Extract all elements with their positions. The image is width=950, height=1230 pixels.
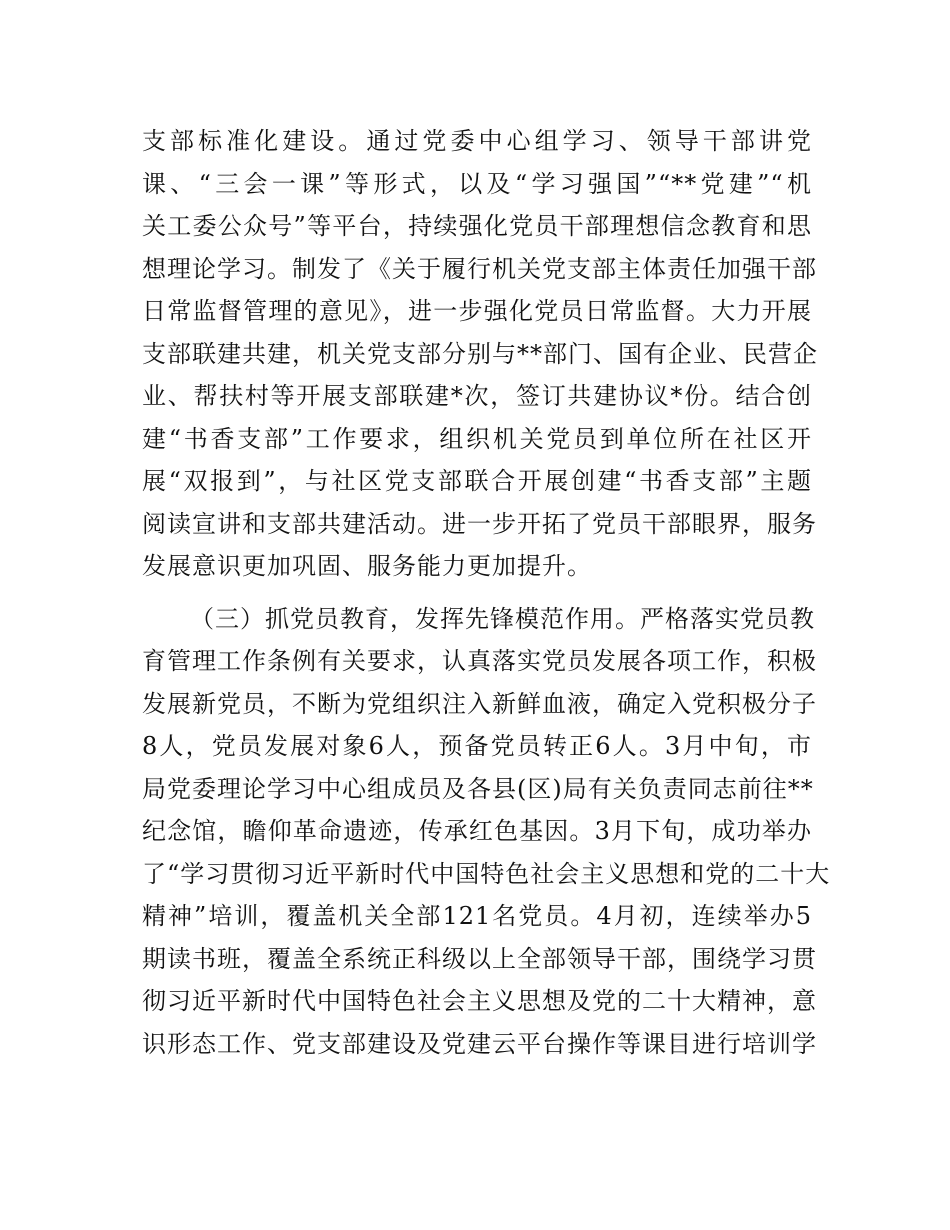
document-body: [142, 120, 831, 1065]
text-line: 想理论学习。制发了《关于履行机关党支部主体责任加强干部: [142, 254, 817, 283]
text-line: 育管理工作条例有关要求，认真落实党员发展各项工作，积极: [142, 647, 817, 675]
text-line: 局党委理论学习中心组成员及各县(区)局有关负责同志前往**: [142, 774, 814, 803]
text-line: 阅读宣讲和支部共建活动。进一步开拓了党员干部眼界，服务: [142, 509, 817, 538]
text-line: 展“双报到”，与社区党支部联合开展创建“书香支部”主题: [142, 467, 812, 495]
text-line: 8人，党员发展对象6人，预备党员转正6人。3月中旬，市: [142, 732, 812, 760]
text-line: 业、帮扶村等开展支部联建*次，签订共建协议*份。结合创: [142, 382, 812, 410]
text-line: 日常监督管理的意见》，进一步强化党员日常监督。大力开展: [142, 297, 812, 325]
text-line: 识形态工作、党支部建设及党建云平台操作等课目进行培训学: [142, 1029, 817, 1058]
text-line: （三）抓党员教育，发挥先锋模范作用。严格落实党员教: [190, 604, 815, 633]
text-line: 关工委公众号”等平台，持续强化党员干部理想信念教育和思: [142, 212, 812, 240]
text-line: 支部标准化建设。通过党委中心组学习、领导干部讲党: [142, 127, 812, 155]
paragraph-gap: [142, 588, 812, 598]
text-line: 精神”培训，覆盖机关全部121名党员。4月初，连续举办5: [142, 902, 812, 930]
text-line: 了“学习贯彻习近平新时代中国特色社会主义思想和党的二十大: [142, 859, 831, 888]
text-line: 建“书香支部”工作要求，组织机关党员到单位所在社区开: [142, 424, 812, 453]
text-line: 发展新党员，不断为党组织注入新鲜血液，确定入党积极分子: [142, 689, 817, 718]
text-line: 发展意识更加巩固、服务能力更加提升。: [142, 552, 592, 580]
text-line: 纪念馆，瞻仰革命遗迹，传承红色基因。3月下旬，成功举办: [142, 817, 812, 845]
text-line: 彻习近平新时代中国特色社会主义思想及党的二十大精神，意: [142, 987, 817, 1015]
paragraph-2: [142, 598, 831, 1066]
paragraph-1: [142, 120, 818, 588]
text-line: 支部联建共建，机关党支部分别与**部门、国有企业、民营企: [142, 339, 818, 368]
text-line: 期读书班，覆盖全系统正科级以上全部领导干部，围绕学习贯: [142, 944, 817, 973]
text-line: 课、“三会一课”等形式，以及“学习强国”“**党建”“机: [142, 169, 812, 198]
